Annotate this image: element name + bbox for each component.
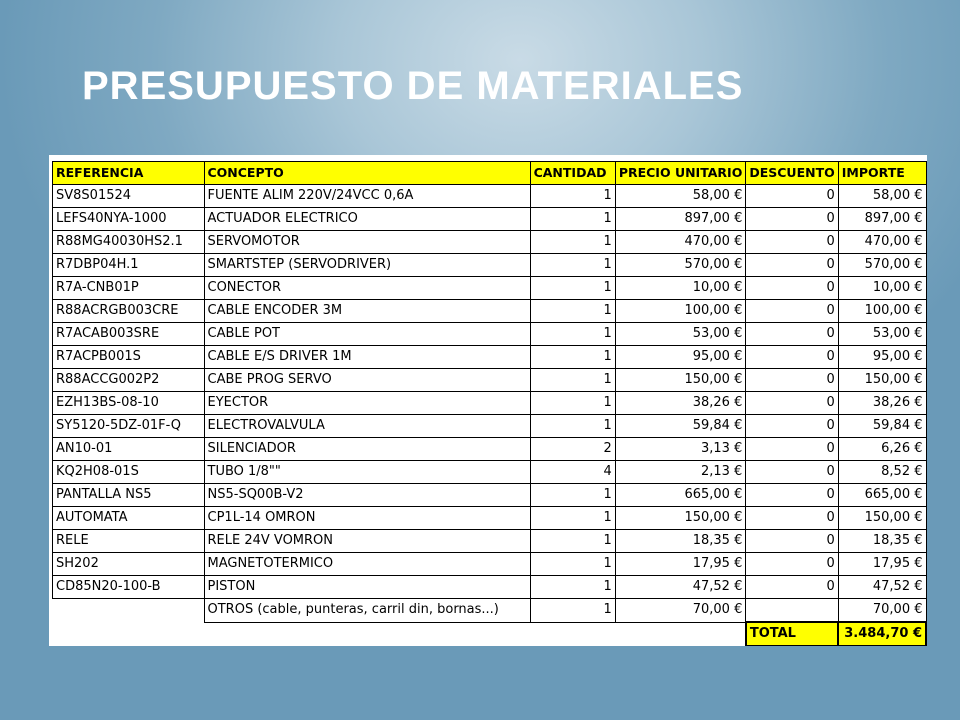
cell-cantidad: 1 (530, 415, 615, 438)
total-label: TOTAL (746, 622, 838, 646)
cell-cantidad: 1 (530, 392, 615, 415)
cell-concepto: CABE PROG SERVO (204, 369, 530, 392)
cell-precio-unitario: 150,00 € (615, 507, 746, 530)
header-concepto: CONCEPTO (204, 162, 530, 185)
table-row (53, 484, 927, 507)
cell-precio-unitario: 3,13 € (615, 438, 746, 461)
cell-descuento: 0 (746, 277, 838, 300)
cell-importe: 150,00 € (838, 507, 926, 530)
empty-cell (530, 622, 615, 646)
cell-importe: 8,52 € (838, 461, 926, 484)
cell-precio-unitario: 17,95 € (615, 553, 746, 576)
cell-referencia: R7ACPB001S (53, 346, 205, 369)
cell-precio-unitario: 59,84 € (615, 415, 746, 438)
cell-precio-unitario: 2,13 € (615, 461, 746, 484)
cell-concepto: CP1L-14 OMRON (204, 507, 530, 530)
cell-importe: 100,00 € (838, 300, 926, 323)
cell-importe: 59,84 € (838, 415, 926, 438)
cell-concepto: MAGNETOTERMICO (204, 553, 530, 576)
cell-referencia: R7ACAB003SRE (53, 323, 205, 346)
cell-concepto: CONECTOR (204, 277, 530, 300)
cell-concepto: CABLE ENCODER 3M (204, 300, 530, 323)
cell-importe: 665,00 € (838, 484, 926, 507)
cell-referencia: R88MG40030HS2.1 (53, 231, 205, 254)
cell-precio-unitario: 470,00 € (615, 231, 746, 254)
cell-concepto: NS5-SQ00B-V2 (204, 484, 530, 507)
cell-referencia: R88ACCG002P2 (53, 369, 205, 392)
table-row (53, 369, 927, 392)
cell-descuento: 0 (746, 438, 838, 461)
cell-importe: 897,00 € (838, 208, 926, 231)
cell-precio-unitario: 53,00 € (615, 323, 746, 346)
cell-importe: 95,00 € (838, 346, 926, 369)
cell-importe: 470,00 € (838, 231, 926, 254)
cell-precio-unitario: 665,00 € (615, 484, 746, 507)
table-row (53, 392, 927, 415)
empty-cell (53, 622, 205, 646)
cell-descuento: 0 (746, 231, 838, 254)
spreadsheet (49, 155, 927, 646)
cell-importe: 53,00 € (838, 323, 926, 346)
table-row (53, 346, 927, 369)
cell-concepto: ACTUADOR ELECTRICO (204, 208, 530, 231)
cell-referencia: SH202 (53, 553, 205, 576)
cell-cantidad: 1 (530, 599, 615, 623)
cell-importe: 6,26 € (838, 438, 926, 461)
header-descuento: DESCUENTO (746, 162, 838, 185)
cell-descuento: 0 (746, 530, 838, 553)
cell-concepto: EYECTOR (204, 392, 530, 415)
cell-precio-unitario: 47,52 € (615, 576, 746, 599)
table-row (53, 231, 927, 254)
cell-precio-unitario: 58,00 € (615, 185, 746, 208)
cell-descuento: 0 (746, 185, 838, 208)
cell-referencia: EZH13BS-08-10 (53, 392, 205, 415)
table-body (53, 185, 927, 647)
cell-cantidad: 1 (530, 553, 615, 576)
table-row (53, 553, 927, 576)
cell-precio-unitario: 100,00 € (615, 300, 746, 323)
cell-precio-unitario: 70,00 € (615, 599, 746, 623)
cell-precio-unitario: 38,26 € (615, 392, 746, 415)
table-row (53, 208, 927, 231)
cell-concepto: SILENCIADOR (204, 438, 530, 461)
cell-concepto: TUBO 1/8"" (204, 461, 530, 484)
cell-cantidad: 1 (530, 277, 615, 300)
cell-descuento: 0 (746, 484, 838, 507)
empty-cell (615, 622, 746, 646)
cell-referencia: KQ2H08-01S (53, 461, 205, 484)
cell-referencia: SY5120-5DZ-01F-Q (53, 415, 205, 438)
cell-cantidad: 1 (530, 346, 615, 369)
cell-concepto: CABLE POT (204, 323, 530, 346)
cell-referencia: AN10-01 (53, 438, 205, 461)
cell-descuento: 0 (746, 254, 838, 277)
cell-descuento: 0 (746, 323, 838, 346)
table-row (53, 277, 927, 300)
cell-precio-unitario: 95,00 € (615, 346, 746, 369)
table-row (53, 438, 927, 461)
cell-cantidad: 4 (530, 461, 615, 484)
cell-cantidad: 2 (530, 438, 615, 461)
cell-importe: 38,26 € (838, 392, 926, 415)
cell-referencia: AUTOMATA (53, 507, 205, 530)
total-value: 3.484,70 € (838, 622, 926, 646)
cell-importe: 150,00 € (838, 369, 926, 392)
table-row (53, 254, 927, 277)
cell-cantidad: 1 (530, 185, 615, 208)
table-row (53, 576, 927, 599)
table-row (53, 507, 927, 530)
cell-descuento: 0 (746, 576, 838, 599)
cell-cantidad: 1 (530, 323, 615, 346)
cell-concepto: OTROS (cable, punteras, carril din, bornas...) (204, 599, 530, 623)
cell-importe: 47,52 € (838, 576, 926, 599)
cell-concepto: CABLE E/S DRIVER 1M (204, 346, 530, 369)
total-row (53, 622, 927, 646)
cell-referencia: R88ACRGB003CRE (53, 300, 205, 323)
cell-descuento (746, 599, 838, 623)
materials-table (52, 161, 927, 646)
cell-importe: 17,95 € (838, 553, 926, 576)
cell-cantidad: 1 (530, 369, 615, 392)
table-row (53, 530, 927, 553)
cell-descuento: 0 (746, 507, 838, 530)
cell-descuento: 0 (746, 461, 838, 484)
cell-descuento: 0 (746, 369, 838, 392)
header-importe: IMPORTE (838, 162, 926, 185)
cell-cantidad: 1 (530, 254, 615, 277)
cell-importe: 570,00 € (838, 254, 926, 277)
cell-referencia: CD85N20-100-B (53, 576, 205, 599)
cell-concepto: FUENTE ALIM 220V/24VCC 0,6A (204, 185, 530, 208)
cell-concepto: SMARTSTEP (SERVODRIVER) (204, 254, 530, 277)
cell-descuento: 0 (746, 208, 838, 231)
header-cantidad: CANTIDAD (530, 162, 615, 185)
cell-concepto: PISTON (204, 576, 530, 599)
cell-referencia: LEFS40NYA-1000 (53, 208, 205, 231)
cell-precio-unitario: 150,00 € (615, 369, 746, 392)
cell-descuento: 0 (746, 415, 838, 438)
cell-precio-unitario: 570,00 € (615, 254, 746, 277)
table-header-row (53, 162, 927, 185)
cell-cantidad: 1 (530, 231, 615, 254)
cell-importe: 18,35 € (838, 530, 926, 553)
cell-cantidad: 1 (530, 300, 615, 323)
cell-referencia: RELE (53, 530, 205, 553)
cell-precio-unitario: 10,00 € (615, 277, 746, 300)
table-row-otros (53, 599, 927, 623)
cell-cantidad: 1 (530, 530, 615, 553)
cell-cantidad: 1 (530, 208, 615, 231)
header-precio-unitario: PRECIO UNITARIO (615, 162, 746, 185)
page-title: PRESUPUESTO DE MATERIALES (82, 64, 744, 108)
cell-referencia: SV8S01524 (53, 185, 205, 208)
cell-referencia: R7DBP04H.1 (53, 254, 205, 277)
cell-precio-unitario: 897,00 € (615, 208, 746, 231)
cell-precio-unitario: 18,35 € (615, 530, 746, 553)
cell-concepto: ELECTROVALVULA (204, 415, 530, 438)
empty-cell (204, 622, 530, 646)
cell-descuento: 0 (746, 553, 838, 576)
table-row (53, 461, 927, 484)
cell-cantidad: 1 (530, 576, 615, 599)
cell-descuento: 0 (746, 300, 838, 323)
table-row (53, 300, 927, 323)
cell-importe: 10,00 € (838, 277, 926, 300)
cell-concepto: SERVOMOTOR (204, 231, 530, 254)
cell-importe: 58,00 € (838, 185, 926, 208)
cell-descuento: 0 (746, 392, 838, 415)
cell-importe: 70,00 € (838, 599, 926, 623)
cell-concepto: RELE 24V VOMRON (204, 530, 530, 553)
header-referencia: REFERENCIA (53, 162, 205, 185)
cell-referencia: PANTALLA NS5 (53, 484, 205, 507)
cell-referencia (53, 599, 205, 623)
cell-descuento: 0 (746, 346, 838, 369)
table-row (53, 323, 927, 346)
cell-referencia: R7A-CNB01P (53, 277, 205, 300)
table-row (53, 185, 927, 208)
table-row (53, 415, 927, 438)
cell-cantidad: 1 (530, 507, 615, 530)
cell-cantidad: 1 (530, 484, 615, 507)
